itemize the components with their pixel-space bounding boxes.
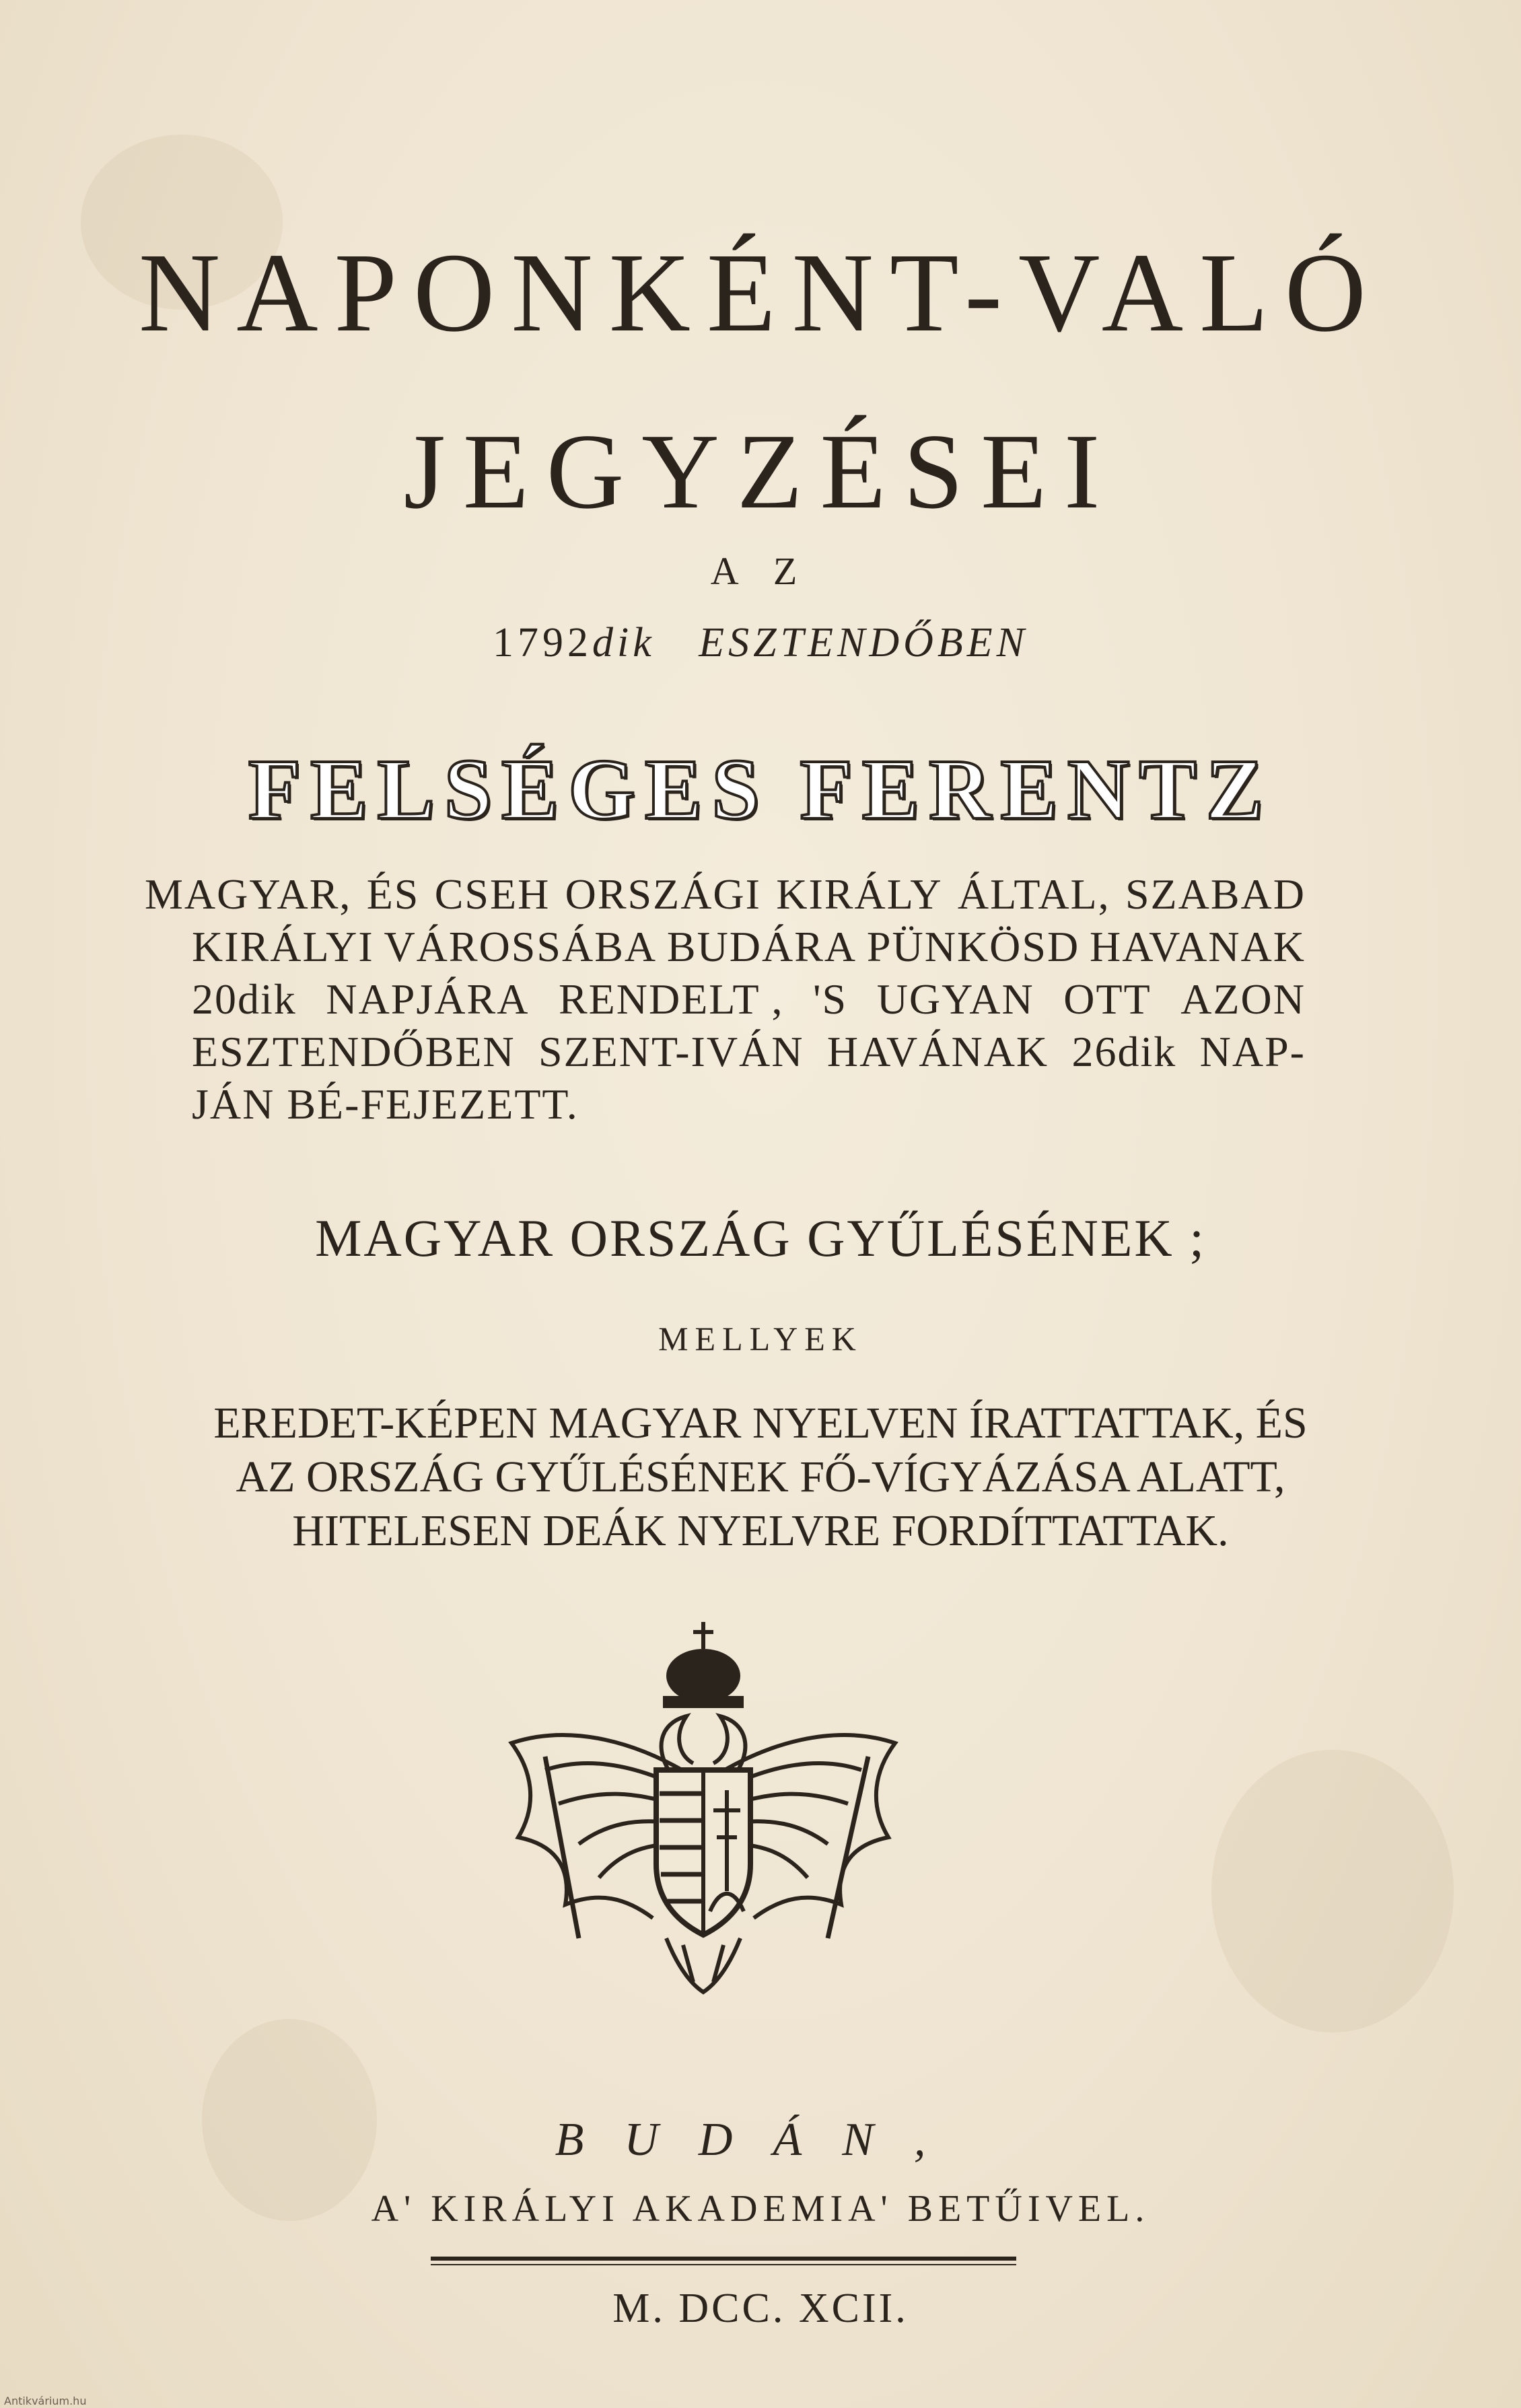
watermark: Antikvárium.hu — [4, 2395, 87, 2407]
word: ESZTENDŐBEN — [192, 1028, 516, 1075]
paragraph-line: HITELESEN DEÁK NYELVRE FORDÍTTATTAK. — [292, 1506, 1229, 1555]
paragraph-line — [145, 921, 1306, 973]
word: MAGYAR, — [145, 870, 352, 918]
imprint-year: M. DCC. XCII. — [612, 2286, 909, 2331]
felseges-ferentz-heading: FELSÉGES FERENTZ — [248, 742, 1273, 837]
word: KIRÁLY — [776, 870, 943, 918]
divider-rule — [431, 2257, 1016, 2261]
title-line-2: JEGYZÉSEI — [403, 411, 1118, 531]
word: SZABAD — [1125, 870, 1306, 918]
word: ÁLTAL, — [957, 870, 1110, 918]
imprint-place: BUDÁN, — [555, 2114, 966, 2166]
paragraph-line: EREDET-KÉPEN MAGYAR NYELVEN ÍRATTATTAK, ÉS — [213, 1398, 1308, 1448]
word: ORSZÁGI — [565, 870, 761, 918]
word: PÜNKÖSD — [866, 923, 1080, 970]
paragraph-line — [145, 973, 1306, 1026]
word: ÉS — [366, 870, 420, 918]
paragraph-line — [145, 1078, 1306, 1131]
word: RENDELT , — [558, 975, 784, 1023]
year-line — [0, 619, 1521, 667]
word: 'S — [813, 975, 848, 1023]
word: 20dik — [192, 975, 297, 1023]
word: JÁN BÉ-FEJEZETT. — [192, 1080, 579, 1128]
double-headed-eagle-coat-of-arms-icon — [491, 1622, 915, 1999]
word: AZON — [1180, 975, 1306, 1023]
description-paragraph — [145, 868, 1306, 1131]
word: BUDÁRA — [666, 923, 857, 970]
gyules-heading: MAGYAR ORSZÁG GYŰLÉSÉNEK ; — [315, 1209, 1206, 1267]
word: SZENT-IVÁN — [538, 1028, 804, 1075]
word: OTT — [1063, 975, 1152, 1023]
paper-stain — [1211, 1750, 1454, 2032]
word: 26dik — [1071, 1028, 1177, 1075]
title-line-1: NAPONKÉNT-VALÓ — [138, 230, 1383, 355]
translation-paragraph — [0, 1396, 1521, 1558]
word: NAP- — [1199, 1028, 1306, 1075]
word: VÁROSSÁBA — [384, 923, 658, 970]
imprint-press: A' KIRÁLYI AKADEMIA' BETŰIVEL. — [371, 2188, 1150, 2230]
year-number: 1792 — [493, 620, 593, 666]
paragraph-line — [145, 868, 1306, 921]
word: HAVÁNAK — [826, 1028, 1049, 1075]
word: NAPJÁRA — [326, 975, 530, 1023]
word: CSEH — [434, 870, 551, 918]
divider-rule-thin — [431, 2264, 1016, 2265]
paragraph-line — [145, 1026, 1306, 1078]
paragraph-line: AZ ORSZÁG GYŰLÉSÉNEK FŐ-VÍGYÁZÁSA ALATT, — [236, 1452, 1285, 1501]
year-suffix: dik — [592, 620, 656, 666]
word: KIRÁLYI — [192, 923, 374, 970]
title-az: A Z — [710, 549, 811, 593]
mellyek-label: MELLYEK — [658, 1320, 863, 1357]
year-word: ESZTENDŐBEN — [699, 620, 1028, 666]
word: UGYAN — [876, 975, 1034, 1023]
word: HAVANAK — [1089, 923, 1306, 970]
